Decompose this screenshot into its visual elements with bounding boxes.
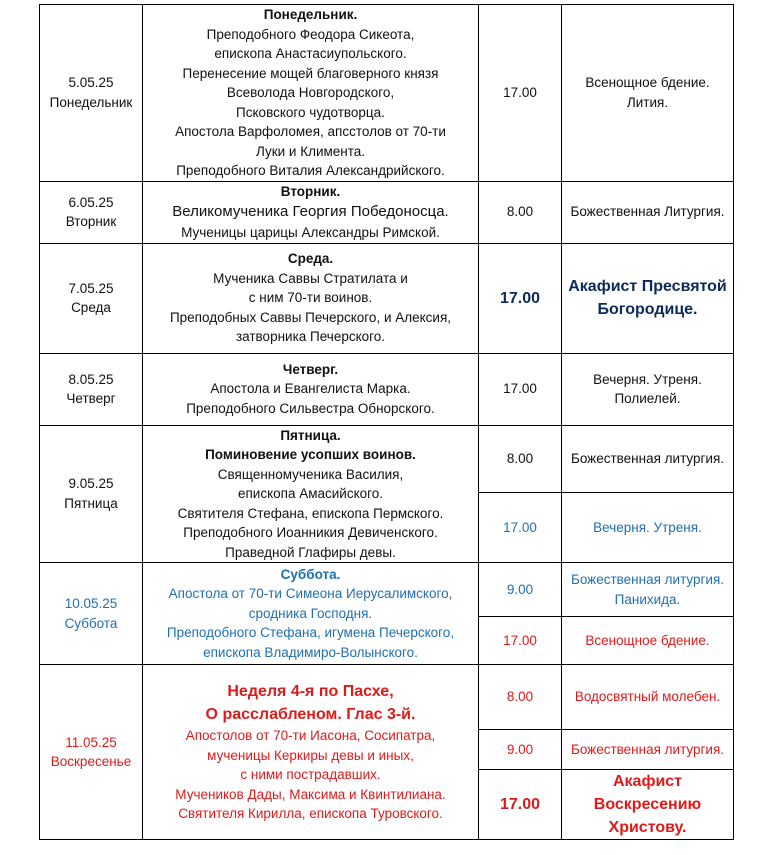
saint-line: Перенесение мощей благоверного князя <box>182 65 439 81</box>
saint-line: Мученика Саввы Стратилата и <box>213 270 408 286</box>
time-cell <box>479 563 562 617</box>
weekday: Пятница <box>64 495 118 511</box>
service-name: Акафист Пресвятой <box>568 278 727 295</box>
service-name: Водосвятный молебен. <box>574 689 721 705</box>
feast-title: О расслабленом. Глас 3-й. <box>205 706 416 724</box>
saint-line: Апостола и Евангелиста Марка. <box>210 381 411 397</box>
service-name: Панихида. <box>614 591 681 607</box>
saint-line: затворника Печерского. <box>235 329 386 345</box>
date-cell <box>40 243 143 353</box>
saint-line: Святителя Стефана, епископа Пермского. <box>177 505 444 521</box>
saint-line: Апостола от 70-ти Симеона Иерусалимского, <box>168 586 453 602</box>
table-row <box>40 181 734 243</box>
weekday: Вторник <box>65 214 117 229</box>
time-cell <box>479 425 562 492</box>
service-name: Лития. <box>626 94 669 110</box>
service-cell <box>562 5 734 182</box>
table-row <box>40 563 734 617</box>
saint-line: Апостолов от 70-ти Иасона, Сосипатра, <box>185 728 436 744</box>
day-heading: Понедельник. <box>263 7 358 22</box>
table-row <box>40 353 734 425</box>
day-heading: Среда. <box>287 251 334 267</box>
service-cell <box>562 425 734 492</box>
day-heading: Суббота. <box>280 566 341 582</box>
service-cell <box>562 770 734 840</box>
service-name: Всенощное бдение. <box>585 632 710 648</box>
saint-line: епископа Амасийского. <box>237 486 384 501</box>
service-name: Божественная литургия. <box>570 450 725 466</box>
day-heading: Вторник. <box>280 183 341 199</box>
service-time: 8.00 <box>506 689 534 705</box>
service-cell <box>562 353 734 425</box>
service-time: 17.00 <box>503 519 537 535</box>
service-name: Акафист <box>612 773 683 790</box>
time-cell <box>479 353 562 425</box>
saint-line: Мучеников Дады, Максима и Квинтилиана. <box>175 786 446 802</box>
date-cell <box>40 5 143 182</box>
saint-line: Преподобного Сильвестра Обнорского. <box>186 400 435 416</box>
saints-cell <box>143 243 479 353</box>
saint-line: Священномученика Василия, <box>217 466 404 482</box>
saint-line: Всеволода Новгородского, <box>226 85 395 100</box>
date: 8.05.25 <box>68 371 114 387</box>
saints-cell <box>143 353 479 425</box>
date-cell <box>40 665 143 840</box>
date-cell <box>40 181 143 243</box>
service-name: Богородице. <box>597 301 698 318</box>
schedule-table <box>39 4 734 840</box>
service-time: 8.00 <box>506 450 534 466</box>
saint-line: Преподобного Иоанникия Девиченского. <box>183 525 438 540</box>
saints-cell <box>143 5 479 182</box>
service-time: 9.00 <box>506 741 534 757</box>
saint-line: Преподобного Феодора Сикеота, <box>206 26 415 42</box>
saints-cell <box>143 181 479 243</box>
saints-cell <box>143 425 479 563</box>
saint-line: Преподобных Саввы Печерского, и Алексия, <box>169 309 452 325</box>
service-time: 17.00 <box>503 632 537 648</box>
date: 11.05.25 <box>65 734 117 750</box>
day-heading: Четверг. <box>282 361 339 377</box>
saint-line: Псковского чудотворца. <box>236 104 385 120</box>
day-heading: Пятница. <box>280 427 341 443</box>
saint-line: Мученицы царицы Александры Римской. <box>181 225 440 240</box>
saints-cell <box>143 665 479 840</box>
time-cell <box>479 243 562 353</box>
service-time: 8.00 <box>506 204 534 220</box>
service-name: Вечерня. Утреня. <box>593 371 702 387</box>
table-row <box>40 425 734 492</box>
saint-line: Луки и Климента. <box>255 143 366 159</box>
service-time: 9.00 <box>506 581 534 597</box>
time-cell <box>479 5 562 182</box>
time-cell <box>479 181 562 243</box>
saint-line: с ним 70-ти воинов. <box>248 290 373 306</box>
date-cell <box>40 425 143 563</box>
service-name: Божественная Литургия. <box>570 204 725 220</box>
date: 9.05.25 <box>68 476 114 492</box>
service-name: Полиелей. <box>614 391 681 406</box>
commemoration-title: Поминовение усопших воинов. <box>205 447 416 462</box>
time-cell <box>479 665 562 730</box>
saint-line: епископа Анастасиупольского. <box>214 46 407 61</box>
date-cell <box>40 563 143 665</box>
service-cell <box>562 181 734 243</box>
time-cell <box>479 617 562 665</box>
table-row <box>40 665 734 730</box>
saint-line: мученицы Керкиры девы и иных, <box>207 747 414 763</box>
date: 10.05.25 <box>64 596 118 611</box>
service-time: 17.00 <box>499 796 541 813</box>
time-cell <box>479 730 562 770</box>
weekday: Среда <box>71 300 111 315</box>
service-cell <box>562 730 734 770</box>
saint-line: Преподобного Стефана, игумена Печерского, <box>166 625 455 641</box>
feast-title: Неделя 4-я по Пасхе, <box>227 683 394 701</box>
service-cell <box>562 617 734 665</box>
weekday: Четверг <box>66 391 116 406</box>
saint-line: с ними пострадавших. <box>240 767 381 783</box>
service-name: Воскресению <box>593 796 702 813</box>
feast-title: Великомученика Георгия Победоносца. <box>172 203 449 220</box>
date: 5.05.25 <box>68 75 114 91</box>
saint-line: Святителя Кирилла, епископа Туровского. <box>178 806 443 822</box>
weekday: Суббота <box>64 615 118 631</box>
time-cell <box>479 770 562 840</box>
service-cell <box>562 492 734 562</box>
service-time: 17.00 <box>503 85 537 100</box>
date: 7.05.25 <box>68 280 114 296</box>
table-row <box>40 243 734 353</box>
service-name: Христову. <box>608 819 687 836</box>
saint-line: Праведной Глафиры девы. <box>225 544 396 560</box>
table-row <box>40 5 734 182</box>
saint-line: епископа Владимиро-Волынского. <box>203 644 418 660</box>
service-cell <box>562 243 734 353</box>
date-cell <box>40 353 143 425</box>
weekday: Понедельник <box>49 94 133 110</box>
service-time: 17.00 <box>499 289 541 307</box>
time-cell <box>479 492 562 562</box>
service-cell <box>562 563 734 617</box>
service-name: Божественная литургия. <box>570 572 725 587</box>
date: 6.05.25 <box>68 194 114 210</box>
saint-line: сродника Господня. <box>248 605 373 621</box>
saints-cell <box>143 563 479 665</box>
service-name: Всенощное бдение. <box>585 75 710 91</box>
weekday: Воскресенье <box>50 754 132 769</box>
service-cell <box>562 665 734 730</box>
service-name: Божественная литургия. <box>570 741 725 757</box>
service-time: 17.00 <box>503 381 537 397</box>
saint-line: Апостола Варфоломея, апсстолов от 70-ти <box>175 124 446 139</box>
saint-line: Преподобного Виталия Александрийского. <box>176 163 445 178</box>
service-name: Вечерня. Утреня. <box>593 519 702 535</box>
